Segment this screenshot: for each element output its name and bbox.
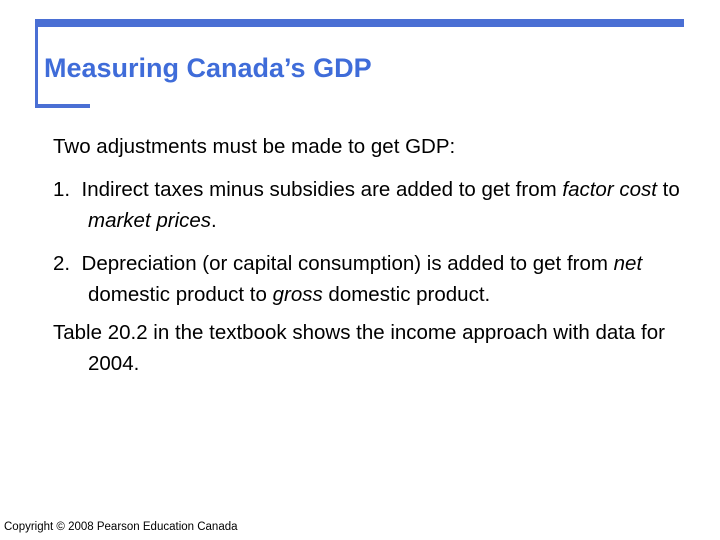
list-item-1-text-b: to <box>656 178 680 201</box>
list-item-1-number: 1. <box>53 178 71 201</box>
list-item-1-em-a: factor cost <box>562 178 657 201</box>
list-item-1-text-a: Indirect taxes minus subsidies are added to get from <box>81 178 563 201</box>
title-rule-left <box>35 19 38 107</box>
list-item-2-number: 2. <box>53 252 71 275</box>
copyright-footer: Copyright © 2008 Pearson Education Canada <box>4 521 238 533</box>
list-item-2-em-a: net <box>613 252 643 275</box>
list-item-2-text-c: domestic product. <box>322 283 491 306</box>
list-item-2-em-b: gross <box>272 283 323 306</box>
intro-text: Two adjustments must be made to get GDP: <box>53 135 456 158</box>
title-rule-bottom <box>35 104 90 108</box>
list-item-1-em-b: market prices <box>88 209 212 232</box>
list-item-1-text-c: . <box>211 209 217 232</box>
list-item-2 <box>53 248 708 310</box>
slide-title: Measuring Canada’s GDP <box>44 53 372 83</box>
note-text: Table 20.2 in the textbook shows the income approach with data for 2004. <box>53 321 665 375</box>
list-item-1 <box>53 174 708 236</box>
list-item-2-text-a: Depreciation (or capital consumption) is added to get from <box>81 252 614 275</box>
list-item-2-text-b: domestic product to <box>88 283 273 306</box>
title-rule-top <box>35 19 684 27</box>
